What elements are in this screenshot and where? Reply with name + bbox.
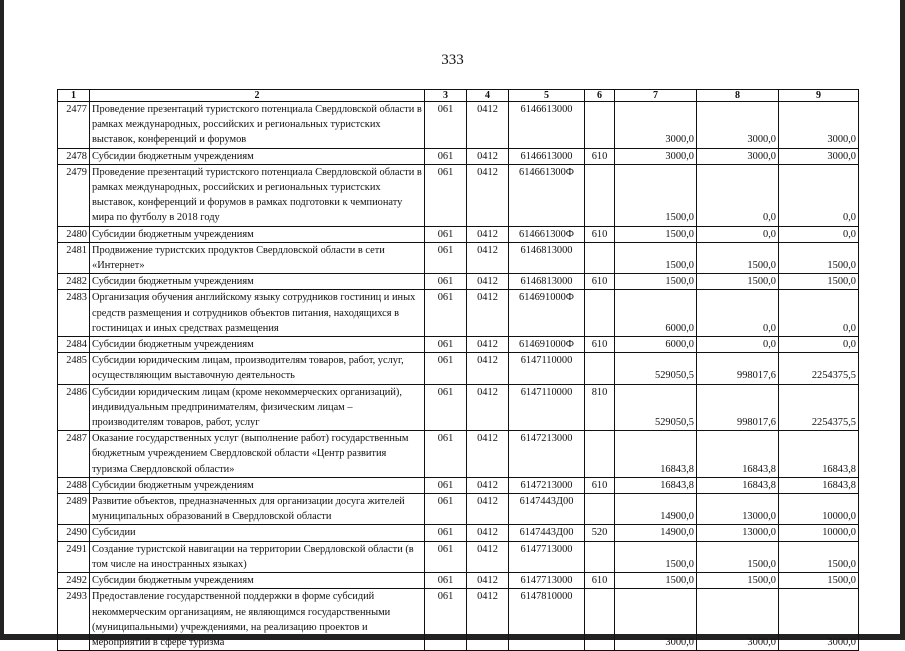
row-number: 2483: [58, 290, 90, 337]
row-expense-type: [585, 431, 615, 478]
row-amount-year2: 0,0: [697, 337, 779, 353]
row-amount-year1: 1500,0: [615, 242, 697, 273]
row-amount-year1: 14900,0: [615, 525, 697, 541]
row-description: Субсидии: [90, 525, 425, 541]
header-col-4: 4: [467, 90, 509, 102]
row-amount-year1: 3000,0: [615, 589, 697, 651]
header-col-9: 9: [779, 90, 859, 102]
row-ministry-code: 061: [425, 290, 467, 337]
table-row: [58, 494, 859, 525]
row-section-code: 0412: [467, 573, 509, 589]
row-description: Субсидии юридическим лицам (кроме некоммерческих организаций), индивидуальным предпринимателям, физическим лицам – производителям товаров, работ, услуг: [90, 384, 425, 431]
header-col-7: 7: [615, 90, 697, 102]
row-description: Субсидии бюджетным учреждениям: [90, 148, 425, 164]
scan-border-right: [900, 0, 905, 640]
row-number: 2484: [58, 337, 90, 353]
row-amount-year2: 16843,8: [697, 431, 779, 478]
row-amount-year1: 529050,5: [615, 353, 697, 384]
row-number: 2491: [58, 541, 90, 572]
table-row: [58, 477, 859, 493]
row-amount-year2: 13000,0: [697, 494, 779, 525]
row-ministry-code: 061: [425, 431, 467, 478]
row-description: Оказание государственных услуг (выполнение работ) государственным бюджетным учреждением Свердловской области «Центр развития туризма Свердловской области»: [90, 431, 425, 478]
row-target-code: 6147713000: [509, 573, 585, 589]
row-expense-type: [585, 290, 615, 337]
row-description: Субсидии бюджетным учреждениям: [90, 477, 425, 493]
header-col-1: 1: [58, 90, 90, 102]
row-target-code: 6146613000: [509, 148, 585, 164]
row-section-code: 0412: [467, 226, 509, 242]
row-number: 2481: [58, 242, 90, 273]
row-number: 2477: [58, 102, 90, 149]
header-col-3: 3: [425, 90, 467, 102]
row-amount-year3: 1500,0: [779, 274, 859, 290]
row-amount-year2: 3000,0: [697, 589, 779, 651]
row-description: Создание туристской навигации на территории Свердловской области (в том числе на иностранных языках): [90, 541, 425, 572]
row-amount-year3: 1500,0: [779, 573, 859, 589]
scan-border-left: [0, 0, 4, 640]
row-amount-year2: 13000,0: [697, 525, 779, 541]
row-amount-year1: 6000,0: [615, 337, 697, 353]
row-number: 2488: [58, 477, 90, 493]
row-expense-type: 520: [585, 525, 615, 541]
table-row: [58, 164, 859, 226]
row-expense-type: 610: [585, 337, 615, 353]
table-row: [58, 589, 859, 651]
row-amount-year1: 16843,8: [615, 431, 697, 478]
row-ministry-code: 061: [425, 164, 467, 226]
row-amount-year3: 16843,8: [779, 431, 859, 478]
row-section-code: 0412: [467, 477, 509, 493]
row-ministry-code: 061: [425, 226, 467, 242]
table-row: [58, 242, 859, 273]
row-description: Предоставление государственной поддержки в форме субсидий некоммерческим организациям, не являющимся государственными (муниципальными) учреждениями, на реализацию проектов и мероприятий в сфере туризма: [90, 589, 425, 651]
header-col-2: 2: [90, 90, 425, 102]
row-expense-type: [585, 164, 615, 226]
row-expense-type: [585, 102, 615, 149]
table-row: [58, 274, 859, 290]
row-section-code: 0412: [467, 494, 509, 525]
row-amount-year3: 10000,0: [779, 525, 859, 541]
row-amount-year1: 1500,0: [615, 541, 697, 572]
table-row: [58, 148, 859, 164]
row-expense-type: [585, 242, 615, 273]
table-row: [58, 573, 859, 589]
row-target-code: 614691000Ф: [509, 337, 585, 353]
row-target-code: 6147443Д00: [509, 525, 585, 541]
row-target-code: 6147213000: [509, 431, 585, 478]
row-target-code: 6147810000: [509, 589, 585, 651]
row-expense-type: 610: [585, 274, 615, 290]
row-section-code: 0412: [467, 589, 509, 651]
row-amount-year3: 3000,0: [779, 102, 859, 149]
row-amount-year2: 1500,0: [697, 541, 779, 572]
table-row: [58, 384, 859, 431]
header-col-6: 6: [585, 90, 615, 102]
row-amount-year2: 998017,6: [697, 384, 779, 431]
row-number: 2480: [58, 226, 90, 242]
row-number: 2479: [58, 164, 90, 226]
row-amount-year3: 2254375,5: [779, 384, 859, 431]
row-number: 2486: [58, 384, 90, 431]
table-header-row: [58, 90, 859, 102]
row-amount-year3: 3000,0: [779, 589, 859, 651]
table-row: [58, 525, 859, 541]
table-body: [58, 102, 859, 651]
row-number: 2482: [58, 274, 90, 290]
row-amount-year1: 1500,0: [615, 226, 697, 242]
row-ministry-code: 061: [425, 589, 467, 651]
row-ministry-code: 061: [425, 525, 467, 541]
row-target-code: 614691000Ф: [509, 290, 585, 337]
row-ministry-code: 061: [425, 337, 467, 353]
row-target-code: 614661300Ф: [509, 226, 585, 242]
table-row: [58, 337, 859, 353]
table-row: [58, 102, 859, 149]
row-amount-year3: 1500,0: [779, 541, 859, 572]
row-amount-year1: 3000,0: [615, 102, 697, 149]
row-ministry-code: 061: [425, 353, 467, 384]
row-amount-year2: 3000,0: [697, 148, 779, 164]
row-ministry-code: 061: [425, 148, 467, 164]
row-expense-type: [585, 541, 615, 572]
row-amount-year1: 16843,8: [615, 477, 697, 493]
row-amount-year2: 0,0: [697, 226, 779, 242]
row-number: 2490: [58, 525, 90, 541]
row-ministry-code: 061: [425, 494, 467, 525]
row-amount-year3: 0,0: [779, 337, 859, 353]
row-target-code: 6147443Д00: [509, 494, 585, 525]
row-amount-year1: 529050,5: [615, 384, 697, 431]
row-amount-year2: 1500,0: [697, 242, 779, 273]
row-section-code: 0412: [467, 242, 509, 273]
table-row: [58, 290, 859, 337]
row-number: 2478: [58, 148, 90, 164]
row-target-code: 6146613000: [509, 102, 585, 149]
row-target-code: 6147110000: [509, 384, 585, 431]
page-number: 333: [441, 52, 464, 68]
row-amount-year1: 1500,0: [615, 274, 697, 290]
row-target-code: 6146813000: [509, 242, 585, 273]
row-section-code: 0412: [467, 541, 509, 572]
row-amount-year3: 2254375,5: [779, 353, 859, 384]
header-col-5: 5: [509, 90, 585, 102]
row-description: Субсидии бюджетным учреждениям: [90, 337, 425, 353]
row-target-code: 6147213000: [509, 477, 585, 493]
row-amount-year2: 0,0: [697, 290, 779, 337]
row-description: Организация обучения английскому языку сотрудников гостиниц и иных средств размещения и сотрудников объектов питания, находящихся в гостиницах и иных средствах размещения: [90, 290, 425, 337]
header-col-8: 8: [697, 90, 779, 102]
row-section-code: 0412: [467, 353, 509, 384]
row-section-code: 0412: [467, 525, 509, 541]
row-ministry-code: 061: [425, 477, 467, 493]
row-section-code: 0412: [467, 337, 509, 353]
row-section-code: 0412: [467, 274, 509, 290]
row-description: Продвижение туристских продуктов Свердловской области в сети «Интернет»: [90, 242, 425, 273]
table-row: [58, 431, 859, 478]
row-section-code: 0412: [467, 431, 509, 478]
row-section-code: 0412: [467, 290, 509, 337]
row-section-code: 0412: [467, 148, 509, 164]
row-amount-year1: 6000,0: [615, 290, 697, 337]
row-ministry-code: 061: [425, 541, 467, 572]
row-amount-year3: 1500,0: [779, 242, 859, 273]
row-amount-year1: 1500,0: [615, 573, 697, 589]
row-expense-type: [585, 589, 615, 651]
row-amount-year3: 3000,0: [779, 148, 859, 164]
row-amount-year1: 3000,0: [615, 148, 697, 164]
row-description: Субсидии юридическим лицам, производителям товаров, работ, услуг, осуществляющим выставочную деятельность: [90, 353, 425, 384]
row-expense-type: 610: [585, 148, 615, 164]
row-description: Субсидии бюджетным учреждениям: [90, 573, 425, 589]
row-number: 2492: [58, 573, 90, 589]
row-amount-year2: 1500,0: [697, 274, 779, 290]
row-amount-year2: 3000,0: [697, 102, 779, 149]
row-expense-type: [585, 353, 615, 384]
row-description: Развитие объектов, предназначенных для организации досуга жителей муниципальных образований в Свердловской области: [90, 494, 425, 525]
budget-table: [57, 89, 859, 651]
table-row: [58, 353, 859, 384]
row-target-code: 6147713000: [509, 541, 585, 572]
row-expense-type: 610: [585, 477, 615, 493]
row-number: 2489: [58, 494, 90, 525]
row-description: Проведение презентаций туристского потенциала Свердловской области в рамках международных, российских и региональных туристских выставок, конференций и форумов: [90, 102, 425, 149]
row-amount-year1: 14900,0: [615, 494, 697, 525]
row-section-code: 0412: [467, 384, 509, 431]
row-amount-year2: 1500,0: [697, 573, 779, 589]
row-number: 2493: [58, 589, 90, 651]
row-amount-year3: 0,0: [779, 290, 859, 337]
row-amount-year2: 16843,8: [697, 477, 779, 493]
table-row: [58, 541, 859, 572]
row-expense-type: 610: [585, 226, 615, 242]
row-target-code: 6147110000: [509, 353, 585, 384]
row-section-code: 0412: [467, 164, 509, 226]
row-amount-year3: 10000,0: [779, 494, 859, 525]
row-amount-year3: 0,0: [779, 164, 859, 226]
row-expense-type: [585, 494, 615, 525]
row-ministry-code: 061: [425, 384, 467, 431]
row-ministry-code: 061: [425, 102, 467, 149]
row-amount-year3: 16843,8: [779, 477, 859, 493]
row-ministry-code: 061: [425, 242, 467, 273]
row-expense-type: 610: [585, 573, 615, 589]
row-description: Субсидии бюджетным учреждениям: [90, 274, 425, 290]
row-description: Проведение презентаций туристского потенциала Свердловской области в рамках международных, российских и региональных туристских выставок, конференций и форумов в рамках подготовки к чемпионату мира по футболу в 2018 году: [90, 164, 425, 226]
row-target-code: 6146813000: [509, 274, 585, 290]
row-amount-year3: 0,0: [779, 226, 859, 242]
row-section-code: 0412: [467, 102, 509, 149]
table-row: [58, 226, 859, 242]
row-ministry-code: 061: [425, 573, 467, 589]
row-amount-year1: 1500,0: [615, 164, 697, 226]
row-description: Субсидии бюджетным учреждениям: [90, 226, 425, 242]
row-amount-year2: 0,0: [697, 164, 779, 226]
row-target-code: 614661300Ф: [509, 164, 585, 226]
row-number: 2485: [58, 353, 90, 384]
row-ministry-code: 061: [425, 274, 467, 290]
row-expense-type: 810: [585, 384, 615, 431]
row-amount-year2: 998017,6: [697, 353, 779, 384]
row-number: 2487: [58, 431, 90, 478]
